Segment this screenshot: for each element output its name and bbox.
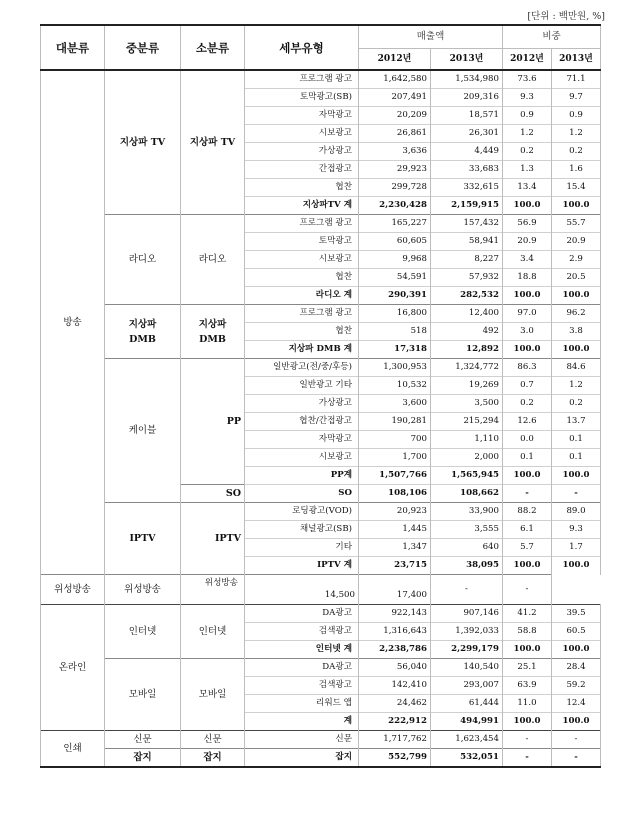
sales-cell: 12,400 — [431, 305, 503, 323]
sales-cell: 54,591 — [359, 269, 431, 287]
share-cell: 100.0 — [503, 467, 552, 485]
detail-cell: 일반광고 기타 — [245, 377, 359, 395]
unit-note: [단위 : 백만원, %] — [527, 11, 605, 22]
share-cell: 84.6 — [552, 359, 601, 377]
share-cell: 3.4 — [503, 251, 552, 269]
group-label: 잡지 — [133, 752, 152, 763]
detail-cell: 지상파TV 계 — [245, 197, 359, 215]
share-cell: 41.2 — [503, 605, 552, 623]
share-cell: 86.3 — [503, 359, 552, 377]
sales-cell: 23,715 — [359, 557, 431, 575]
sales-cell: 16,800 — [359, 305, 431, 323]
share-cell: 11.0 — [503, 695, 552, 713]
share-cell: 5.7 — [503, 539, 552, 557]
sales-cell: 18,571 — [431, 107, 503, 125]
detail-cell: IPTV 계 — [245, 557, 359, 575]
minor-tv — [181, 70, 245, 215]
table-row — [41, 70, 601, 89]
group-label: 위성방송 — [124, 584, 161, 595]
share-cell: 100.0 — [552, 641, 601, 659]
sales-cell: 61,444 — [431, 695, 503, 713]
sales-cell: 3,555 — [431, 521, 503, 539]
group-label: DMB — [129, 333, 156, 345]
group-label: 신문 — [133, 734, 152, 745]
share-cell: 0.9 — [552, 107, 601, 125]
sales-cell: 140,540 — [431, 659, 503, 677]
sales-cell: 700 — [359, 431, 431, 449]
share-cell: - — [503, 485, 552, 503]
share-cell: - — [552, 731, 601, 749]
detail-cell: 로딩광고(VOD) — [245, 503, 359, 521]
table-row — [41, 605, 601, 623]
sales-cell: 17,318 — [359, 341, 431, 359]
share-cell: 73.6 — [503, 70, 552, 89]
group-label: 인터넷 — [198, 626, 227, 637]
sales-cell: 1,445 — [359, 521, 431, 539]
sales-cell: 38,095 — [431, 557, 503, 575]
share-cell: 0.1 — [552, 449, 601, 467]
sales-cell: 1,642,580 — [359, 70, 431, 89]
share-cell: 3.8 — [552, 323, 601, 341]
group-label: 지상파 TV — [189, 137, 236, 148]
sales-cell: 290,391 — [359, 287, 431, 305]
detail-cell: 토막광고 — [245, 233, 359, 251]
minor-iptv — [181, 503, 245, 575]
share-cell: - — [503, 575, 552, 605]
table-row — [41, 749, 601, 768]
share-cell: 100.0 — [503, 287, 552, 305]
sales-cell: 2,000 — [431, 449, 503, 467]
share-cell: 0.2 — [552, 395, 601, 413]
share-cell: 100.0 — [552, 197, 601, 215]
share-cell: 20.5 — [552, 269, 601, 287]
detail-cell: 자막광고 — [245, 107, 359, 125]
sales-cell: 58,941 — [431, 233, 503, 251]
sales-cell: 3,636 — [359, 143, 431, 161]
detail-cell: 계 — [245, 713, 359, 731]
share-cell: 100.0 — [503, 557, 552, 575]
share-cell: 1.2 — [552, 125, 601, 143]
ad-revenue-table — [40, 24, 601, 768]
group-label: 인터넷 — [128, 626, 157, 637]
share-cell: 100.0 — [552, 557, 601, 575]
share-cell: 96.2 — [552, 305, 601, 323]
share-cell: 0.2 — [503, 143, 552, 161]
table-row — [41, 305, 601, 323]
header-sales-2012: 2012년 — [359, 49, 431, 71]
major-online: 온라인 — [41, 605, 105, 731]
share-cell: 100.0 — [552, 287, 601, 305]
sales-cell: 14,500 — [245, 575, 359, 605]
sales-cell: 12,892 — [431, 341, 503, 359]
share-cell: 18.8 — [503, 269, 552, 287]
group-label: 위성방송 — [54, 584, 91, 595]
sales-cell: 1,324,772 — [431, 359, 503, 377]
sales-cell: 33,683 — [431, 161, 503, 179]
sales-cell: 29,923 — [359, 161, 431, 179]
table-row — [41, 503, 601, 521]
share-cell: 100.0 — [552, 341, 601, 359]
sales-cell: 165,227 — [359, 215, 431, 233]
group-label: 모바일 — [128, 689, 157, 700]
share-cell: 15.4 — [552, 179, 601, 197]
share-cell: 58.8 — [503, 623, 552, 641]
table-row — [41, 215, 601, 233]
share-cell: 71.1 — [552, 70, 601, 89]
detail-cell: 시보광고 — [245, 125, 359, 143]
header-minor: 소분류 — [181, 25, 245, 70]
header-sales: 매출액 — [359, 25, 503, 49]
sales-cell: 26,861 — [359, 125, 431, 143]
mid-iptv — [105, 503, 181, 575]
group-label: 라디오 — [128, 254, 157, 265]
detail-cell: SO — [245, 485, 359, 503]
table-row — [41, 731, 601, 749]
sales-cell: 17,400 — [359, 575, 431, 605]
share-cell: 89.0 — [552, 503, 601, 521]
minor-so — [181, 485, 245, 503]
sales-cell: 19,269 — [431, 377, 503, 395]
minor-radio — [181, 215, 245, 305]
sales-cell: 4,449 — [431, 143, 503, 161]
sales-cell: 142,410 — [359, 677, 431, 695]
share-cell: 0.1 — [552, 431, 601, 449]
sales-cell: 1,300,953 — [359, 359, 431, 377]
table-row — [41, 575, 601, 605]
share-cell: 28.4 — [552, 659, 601, 677]
minor-magazine — [181, 749, 245, 768]
sales-cell: 1,110 — [431, 431, 503, 449]
share-cell: - — [503, 731, 552, 749]
share-cell: 0.7 — [503, 377, 552, 395]
minor-newspaper — [181, 731, 245, 749]
share-cell: 13.4 — [503, 179, 552, 197]
sales-cell: 157,432 — [431, 215, 503, 233]
sales-cell: 3,500 — [431, 395, 503, 413]
group-label: 케이블 — [128, 425, 157, 436]
table-row — [41, 359, 601, 377]
detail-cell: 프로그램 광고 — [245, 215, 359, 233]
sales-cell: 9,968 — [359, 251, 431, 269]
share-cell: 0.0 — [503, 431, 552, 449]
share-cell: 12.6 — [503, 413, 552, 431]
header-major: 대분류 — [41, 25, 105, 70]
share-cell: 100.0 — [503, 341, 552, 359]
header-share-2013: 2013년 — [552, 49, 601, 71]
share-cell: 55.7 — [552, 215, 601, 233]
detail-cell: 검색광고 — [245, 623, 359, 641]
share-cell: 1.3 — [503, 161, 552, 179]
share-cell: 6.1 — [503, 521, 552, 539]
detail-cell: 채널광고(SB) — [245, 521, 359, 539]
share-cell: 97.0 — [503, 305, 552, 323]
table-body — [41, 70, 601, 767]
group-label: 지상파 — [128, 318, 157, 330]
detail-cell: 협찬 — [245, 179, 359, 197]
share-cell: 13.7 — [552, 413, 601, 431]
share-cell: 9.3 — [503, 89, 552, 107]
detail-cell: DA광고 — [245, 659, 359, 677]
detail-cell: 일반광고(전/중/후등) — [245, 359, 359, 377]
share-cell: - — [431, 575, 503, 605]
sales-cell: 1,534,980 — [431, 70, 503, 89]
detail-cell: 간접광고 — [245, 161, 359, 179]
share-cell: 2.9 — [552, 251, 601, 269]
share-cell: 0.2 — [552, 143, 601, 161]
detail-cell: 잡지 — [245, 749, 359, 768]
sales-cell: 190,281 — [359, 413, 431, 431]
group-label: DMB — [199, 333, 226, 345]
share-cell: 0.1 — [503, 449, 552, 467]
sales-cell: 282,532 — [431, 287, 503, 305]
group-label: 지상파 — [198, 318, 227, 330]
minor-satellite — [105, 575, 181, 605]
detail-cell: 가상광고 — [245, 143, 359, 161]
share-cell: - — [552, 485, 601, 503]
sales-cell: 1,623,454 — [431, 731, 503, 749]
share-cell: 12.4 — [552, 695, 601, 713]
share-cell: - — [503, 749, 552, 768]
mid-tv — [105, 70, 181, 215]
sales-cell: 20,923 — [359, 503, 431, 521]
group-label: 지상파 TV — [119, 137, 166, 148]
detail-cell: 시보광고 — [245, 251, 359, 269]
sales-cell: 56,040 — [359, 659, 431, 677]
sales-cell: 1,717,762 — [359, 731, 431, 749]
share-cell: 100.0 — [503, 713, 552, 731]
header-mid: 중분류 — [105, 25, 181, 70]
minor-internet — [181, 605, 245, 659]
share-cell: 3.0 — [503, 323, 552, 341]
sales-cell: 8,227 — [431, 251, 503, 269]
group-label: 잡지 — [203, 752, 222, 763]
sales-cell: 293,007 — [431, 677, 503, 695]
share-cell: 20.9 — [552, 233, 601, 251]
group-label: SO — [225, 488, 241, 499]
group-label: PP — [226, 416, 241, 427]
major-print: 인쇄 — [41, 731, 105, 768]
detail-cell: 가상광고 — [245, 395, 359, 413]
mid-newspaper — [105, 731, 181, 749]
group-label: 라디오 — [198, 254, 227, 265]
detail-cell: 시보광고 — [245, 449, 359, 467]
detail-cell: DA광고 — [245, 605, 359, 623]
sales-cell: 1,316,643 — [359, 623, 431, 641]
sales-cell: 1,565,945 — [431, 467, 503, 485]
share-cell: 88.2 — [503, 503, 552, 521]
sales-cell: 1,347 — [359, 539, 431, 557]
detail-cell: PP계 — [245, 467, 359, 485]
share-cell: 1.6 — [552, 161, 601, 179]
share-cell: 100.0 — [552, 713, 601, 731]
sales-cell: 33,900 — [431, 503, 503, 521]
sales-cell: 24,462 — [359, 695, 431, 713]
detail-cell: 검색광고 — [245, 677, 359, 695]
sales-cell: 518 — [359, 323, 431, 341]
sales-cell: 2,299,179 — [431, 641, 503, 659]
sales-cell: 907,146 — [431, 605, 503, 623]
share-cell: 9.3 — [552, 521, 601, 539]
sales-cell: 222,912 — [359, 713, 431, 731]
share-cell: 9.7 — [552, 89, 601, 107]
mid-mobile — [105, 659, 181, 731]
share-cell: 100.0 — [503, 641, 552, 659]
sales-cell: 1,700 — [359, 449, 431, 467]
share-cell: 59.2 — [552, 677, 601, 695]
detail-cell: 협찬 — [245, 269, 359, 287]
mid-radio — [105, 215, 181, 305]
detail-cell: 리워드 앱 — [245, 695, 359, 713]
share-cell: 39.5 — [552, 605, 601, 623]
share-cell: 60.5 — [552, 623, 601, 641]
detail-cell: 인터넷 계 — [245, 641, 359, 659]
detail-cell: 지상파 DMB 계 — [245, 341, 359, 359]
detail-cell: 프로그램 광고 — [245, 305, 359, 323]
mid-dmb — [105, 305, 181, 359]
header-detail: 세부유형 — [245, 25, 359, 70]
sales-cell: 640 — [431, 539, 503, 557]
header-sales-2013: 2013년 — [431, 49, 503, 71]
sales-cell: 3,600 — [359, 395, 431, 413]
group-label: 모바일 — [198, 689, 227, 700]
sales-cell: 60,605 — [359, 233, 431, 251]
sales-cell: 552,799 — [359, 749, 431, 768]
detail-cell: 신문 — [245, 731, 359, 749]
sales-cell: 10,532 — [359, 377, 431, 395]
share-cell: 1.2 — [552, 377, 601, 395]
sales-cell: 207,491 — [359, 89, 431, 107]
detail-cell: 프로그램 광고 — [245, 70, 359, 89]
sales-cell: 1,507,766 — [359, 467, 431, 485]
detail-cell: 토막광고(SB) — [245, 89, 359, 107]
sales-cell: 299,728 — [359, 179, 431, 197]
sales-cell: 209,316 — [431, 89, 503, 107]
sales-cell: 332,615 — [431, 179, 503, 197]
minor-pp — [181, 359, 245, 485]
share-cell: 25.1 — [503, 659, 552, 677]
share-cell: 63.9 — [503, 677, 552, 695]
share-cell: 1.7 — [552, 539, 601, 557]
header-share-2012: 2012년 — [503, 49, 552, 71]
sales-cell: 1,392,033 — [431, 623, 503, 641]
table-row — [41, 659, 601, 677]
share-cell: 56.9 — [503, 215, 552, 233]
sales-cell: 57,932 — [431, 269, 503, 287]
share-cell: 0.2 — [503, 395, 552, 413]
share-cell: 0.9 — [503, 107, 552, 125]
sales-cell: 922,143 — [359, 605, 431, 623]
minor-mobile — [181, 659, 245, 731]
sales-cell: 494,991 — [431, 713, 503, 731]
mid-internet — [105, 605, 181, 659]
sales-cell: 215,294 — [431, 413, 503, 431]
sales-cell: 2,159,915 — [431, 197, 503, 215]
sales-cell: 20,209 — [359, 107, 431, 125]
detail-cell: 협찬/간접광고 — [245, 413, 359, 431]
detail-cell: 자막광고 — [245, 431, 359, 449]
share-cell: - — [552, 749, 601, 768]
share-cell: 100.0 — [503, 197, 552, 215]
group-label: 신문 — [203, 734, 222, 745]
detail-cell: 기타 — [245, 539, 359, 557]
sales-cell: 26,301 — [431, 125, 503, 143]
sales-cell: 2,238,786 — [359, 641, 431, 659]
group-label: IPTV — [214, 533, 241, 544]
minor-dmb — [181, 305, 245, 359]
detail-cell: 라디오 계 — [245, 287, 359, 305]
major-broadcast: 방송 — [41, 70, 105, 575]
mid-satellite — [41, 575, 105, 605]
header-share: 비중 — [503, 25, 601, 49]
sales-cell: 532,051 — [431, 749, 503, 768]
mid-cable — [105, 359, 181, 503]
share-cell: 1.2 — [503, 125, 552, 143]
sales-cell: 492 — [431, 323, 503, 341]
sales-cell: 2,230,428 — [359, 197, 431, 215]
share-cell: 100.0 — [552, 467, 601, 485]
share-cell: 20.9 — [503, 233, 552, 251]
group-label: IPTV — [129, 533, 156, 544]
mid-magazine — [105, 749, 181, 768]
detail-cell: 협찬 — [245, 323, 359, 341]
sales-cell: 108,662 — [431, 485, 503, 503]
sales-cell: 108,106 — [359, 485, 431, 503]
detail-cell: 위성방송 — [181, 575, 245, 605]
